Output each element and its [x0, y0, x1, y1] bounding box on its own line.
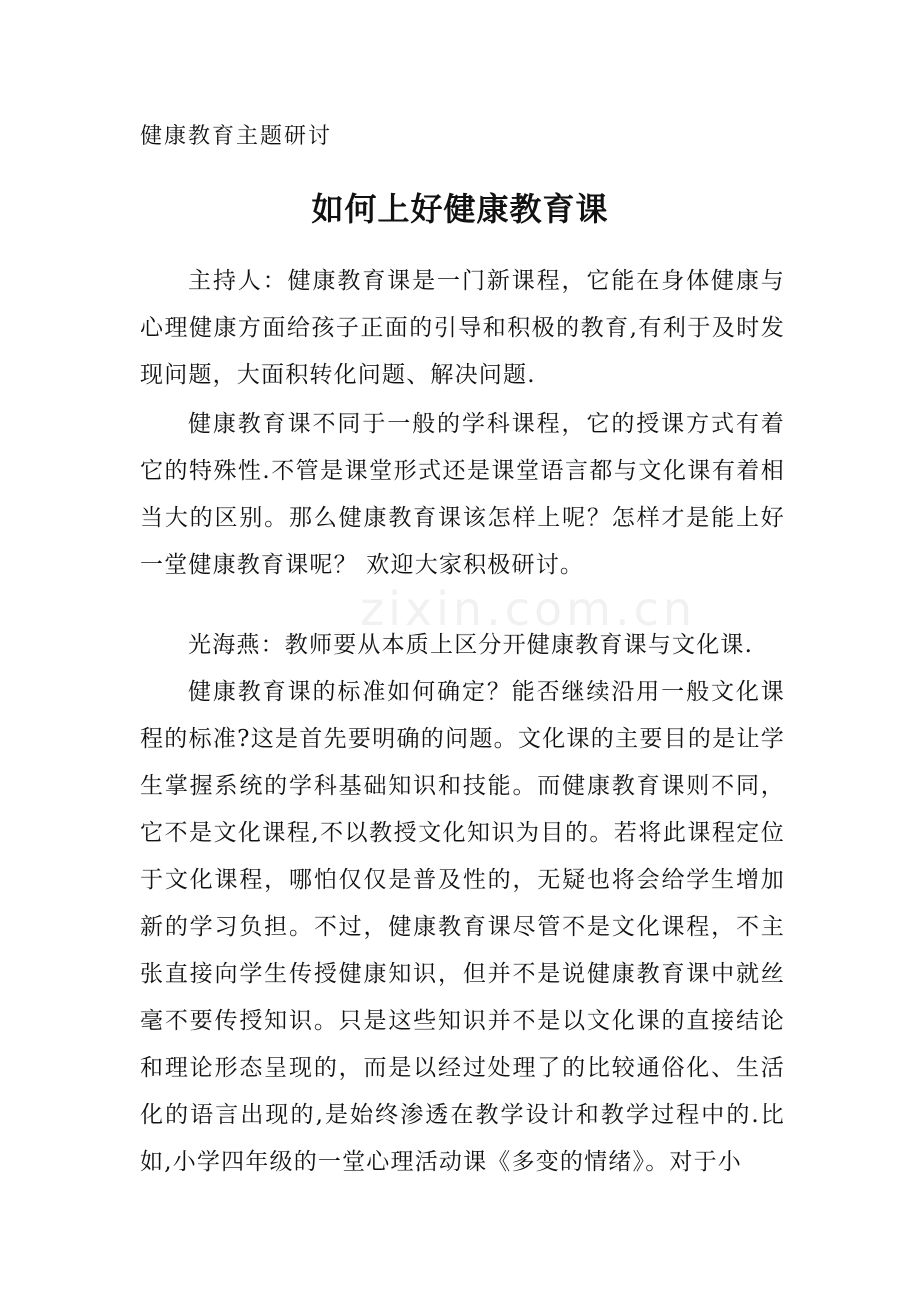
paragraph-speaker-statement: 光海燕：教师要从本质上区分开健康教育课与文化课.: [188, 632, 754, 658]
paragraph-host-intro: 主持人：健康教育课是一门新课程，它能在身体健康与心理健康方面给孩子正面的引导和积极的教育,有利于及时发现问题，大面积转化问题、解决问题.: [140, 268, 785, 388]
watermark: zixin.com.cn: [360, 582, 697, 636]
document-title: 如何上好健康教育课: [311, 190, 609, 228]
topic-label: 健康教育主题研讨: [140, 124, 333, 149]
paragraph-body: 健康教育课的标准如何确定？能否继续沿用一般文化课程的标准?这是首先要明确的问题。文化课的主要目的是让学生掌握系统的学科基础知识和技能。而健康教育课则不同，它不是文化课程,不以教授文化知识为目的。若将此课程定位于文化课程，哪怕仅仅是普及性的，无疑也将会给学生增加新的学习负担。不过，健康教育课尽管不是文化课程，不主张直接向学生传授健康知识，但并不是说健康教育课中就丝毫不要传授知识。只是这些知识并不是以文化课的直接结论和理论形态呈现的，而是以经过处理了的比较通俗化、生活化的语言出现的,是始终渗透在教学设计和教学过程中的.比如,小学四年级的一堂心理活动课《多变的情绪》。对于小: [140, 679, 785, 1175]
paragraph-host-question: 健康教育课不同于一般的学科课程，它的授课方式有着它的特殊性.不管是课堂形式还是课堂语言都与文化课有着相当大的区别。那么健康教育课该怎样上呢？怎样才是能上好一堂健康教育课呢？ 欢迎大家积极研讨。: [140, 411, 785, 578]
